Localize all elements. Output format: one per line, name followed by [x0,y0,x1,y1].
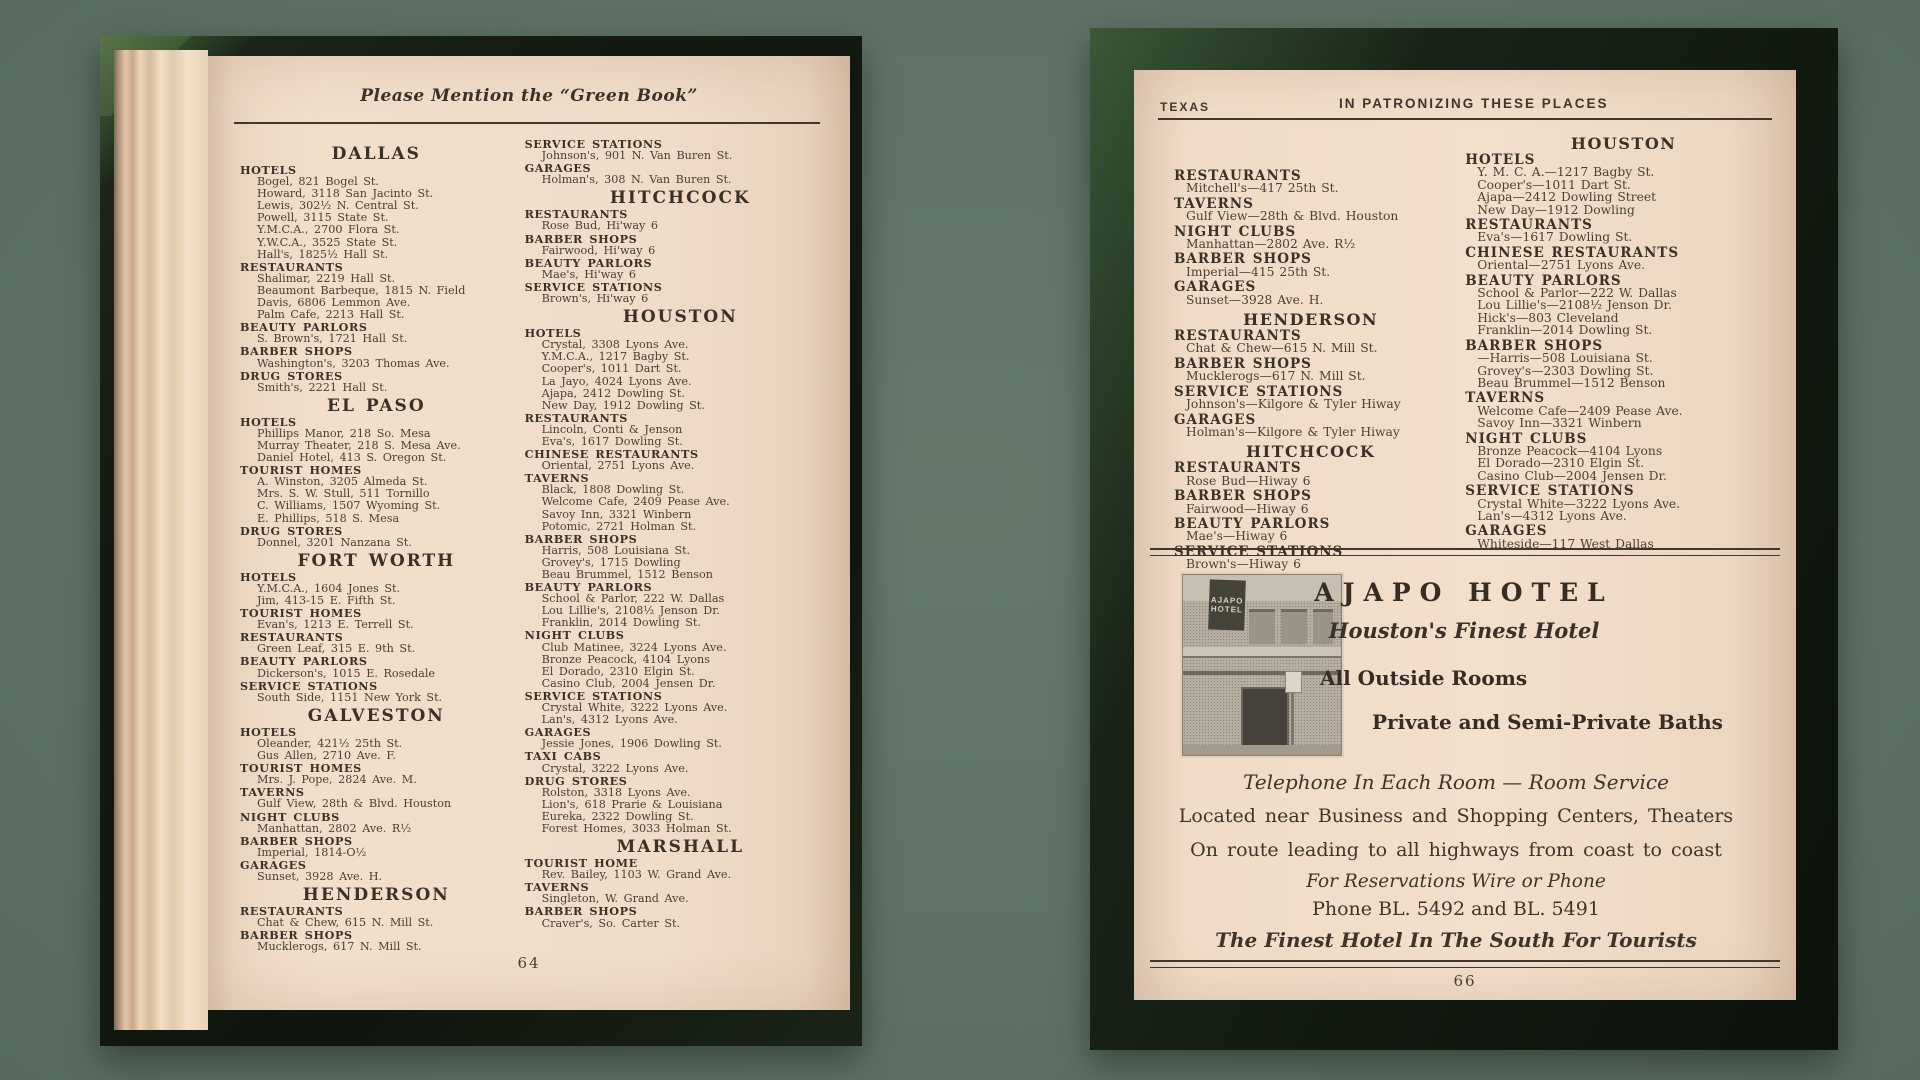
category-heading: BEAUTY PARLORS [1465,272,1622,289]
listing-entry: Washington's, 3203 Thomas Ave. [257,356,450,370]
listings-column [519,134,840,950]
category-heading: BEAUTY PARLORS [524,580,653,595]
listing-entry: Murray Theater, 218 S. Mesa Ave. [257,438,461,452]
listing-entry: Eva's—1617 Dowling St. [1477,230,1633,245]
category-block [525,472,836,532]
footer-rule [1150,960,1780,968]
listing-entry: Lincoln, Conti & Jenson [541,422,683,436]
listing-entry: S. Brown's, 1721 Hall St. [257,332,408,346]
listing-entry: Davis, 6806 Lemmon Ave. [257,296,411,310]
category-heading: BARBER SHOPS [1174,488,1312,505]
listing-entry: —Harris—508 Louisiana St. [1477,351,1653,366]
category-block [240,680,513,704]
listing-entry: Potomic, 2721 Holman St. [541,519,697,533]
category-heading: BARBER SHOPS [240,833,353,848]
listing-entry: Chat & Chew—615 N. Mill St. [1186,341,1378,356]
storefront-door [1241,687,1289,751]
listing-entry: Chat & Chew, 615 N. Mill St. [257,916,434,930]
listing-entry: Oriental—2751 Lyons Ave. [1477,258,1646,273]
category-heading: DRUG STORES [240,523,343,538]
listing-entry: Gus Allen, 2710 Ave. F. [257,749,396,763]
category-heading: HOTELS [240,163,297,177]
listing-entry: Rose Bud, Hi'way 6 [541,219,659,233]
listing-entry: Whiteside—117 West Dallas [1477,536,1654,551]
category-block [525,257,836,281]
listing-entry: Crystal, 3222 Lyons Ave. [541,761,689,775]
category-heading: GARAGES [524,161,592,176]
category-block [525,208,836,232]
listing-entry: Grovey's—2303 Dowling St. [1477,363,1654,378]
listing-entry: Daniel Hotel, 413 S. Oregon St. [257,451,447,465]
city-heading: EL PASO [326,395,426,416]
category-heading: BEAUTY PARLORS [1174,515,1331,532]
listing-entry: Mitchell's—417 25th St. [1186,181,1339,196]
category-heading: TOURIST HOMES [240,606,362,621]
city-heading: FORT WORTH [297,550,456,571]
category-block [240,835,513,859]
listing-entry: Lewis, 302½ N. Central St. [257,199,419,213]
listings-column [1148,124,1453,572]
listing-entry: La Jayo, 4024 Lyons Ave. [541,374,692,388]
category-heading: TAVERNS [524,471,590,486]
page-64 [208,56,850,1010]
category-heading: RESTAURANTS [240,630,344,645]
category-heading: TOURIST HOMES [240,463,362,478]
listing-entry: Grovey's, 1715 Dowling [541,555,681,569]
listing-entry: Powell, 3115 State St. [257,211,389,225]
ad-subtitle: Houston's Finest Hotel [1328,618,1600,643]
category-heading: GARAGES [1174,411,1257,428]
category-block [240,859,513,883]
listing-entry: Mrs. J. Pope, 2824 Ave. M. [257,773,417,787]
category-block [525,726,836,750]
category-block [1174,330,1447,355]
category-block [240,811,513,835]
category-block [525,327,836,412]
listing-entry: Johnson's—Kilgore & Tyler Hiway [1186,397,1401,412]
listings-column [222,134,519,954]
listings-page-66 [1148,124,1784,572]
listing-entry: Y.M.C.A., 2700 Flora St. [257,223,400,237]
category-block [1174,490,1447,515]
listing-entry: Cooper's, 1011 Dart St. [541,362,682,376]
state-label: TEXAS [1160,100,1211,114]
category-block [1174,223,1447,252]
category-heading: NIGHT CLUBS [1465,430,1588,447]
listing-entry: Hick's—803 Cleveland [1477,310,1619,325]
category-heading: HOTELS [240,569,297,584]
category-block [1174,195,1447,224]
listing-entry: Imperial—415 25th St. [1186,264,1331,279]
header-rule [1158,118,1772,120]
listing-entry: Mrs. S. W. Stull, 511 Tornillo [257,487,430,501]
category-block [525,581,836,629]
listing-entry: Casino Club, 2004 Jensen Dr. [541,676,716,690]
category-heading: BARBER SHOPS [240,344,353,359]
ad-feature-1: All Outside Rooms [1320,666,1528,690]
category-heading: GARAGES [240,857,307,872]
listings-column [1453,124,1784,551]
category-heading: RESTAURANTS [240,904,344,919]
category-heading: HOTELS [524,326,582,341]
listing-entry: Craver's, So. Carter St. [541,916,681,930]
category-block [525,138,836,162]
category-block [1174,253,1447,278]
listing-entry: Oriental, 2751 Lyons Ave. [541,459,695,473]
listing-entry: Howard, 3118 San Jacinto St. [257,187,434,201]
category-heading: HOTELS [1465,152,1536,168]
small-sign [1285,671,1302,693]
listing-entry: Phillips Manor, 218 So. Mesa [257,426,431,440]
listing-entry: Mae's—Hiway 6 [1186,529,1288,544]
listing-entry: Holman's, 308 N. Van Buren St. [541,173,732,187]
category-heading: TAVERNS [1465,390,1546,407]
listing-entry: Franklin, 2014 Dowling St. [541,616,701,630]
category-block [1174,515,1447,544]
category-heading: BEAUTY PARLORS [240,320,368,335]
listing-entry: Palm Cafe, 2213 Hall St. [257,308,405,322]
category-heading: RESTAURANTS [1174,328,1302,345]
category-heading: HOTELS [240,414,297,429]
category-heading: TOURIST HOMES [240,761,362,776]
listing-entry: Sunset, 3928 Ave. H. [257,869,383,883]
category-heading: SERVICE STATIONS [1465,483,1635,500]
listing-entry: Gulf View, 28th & Blvd. Houston [257,797,452,811]
category-block [1174,383,1447,412]
page-number: 64 [517,954,541,972]
category-block [1174,411,1447,439]
listing-entry: Rose Bud—Hiway 6 [1186,473,1311,488]
category-heading: BARBER SHOPS [1465,337,1604,354]
listing-entry: C. Williams, 1507 Wyoming St. [257,499,441,513]
category-block [525,412,836,448]
listing-entry: New Day—1912 Dowling [1477,202,1635,217]
category-heading: SERVICE STATIONS [240,678,378,693]
listing-entry: Lion's, 618 Prarie & Louisiana [541,797,723,811]
listing-entry: Franklin—2014 Dowling St. [1477,323,1653,338]
listing-entry: Lan's, 4312 Lyons Ave. [541,713,678,727]
category-heading: CHINESE RESTAURANTS [524,447,699,462]
listing-entry: Y.M.C.A., 1217 Bagby St. [541,350,690,364]
category-block [1465,244,1782,273]
listing-entry: E. Phillips, 518 S. Mesa [257,511,400,525]
category-heading: SERVICE STATIONS [1174,383,1344,400]
category-heading: NIGHT CLUBS [240,809,340,824]
category-heading: GARAGES [1174,279,1257,296]
category-heading: BARBER SHOPS [524,904,638,919]
category-heading: RESTAURANTS [1465,217,1593,234]
listing-entry: Holman's—Kilgore & Tyler Hiway [1186,424,1400,439]
listing-entry: Mucklerogs, 617 N. Mill St. [257,940,422,954]
category-block [1174,170,1447,195]
category-heading: BEAUTY PARLORS [524,255,653,270]
category-heading: BARBER SHOPS [1174,355,1312,372]
listing-entry: Evan's, 1213 E. Terrell St. [257,618,414,632]
listing-entry: Lou Lillie's—2108½ Jenson Dr. [1477,298,1672,313]
category-heading: SERVICE STATIONS [524,688,663,703]
category-block [1465,485,1782,522]
listing-entry: Y.W.C.A., 3525 State St. [257,235,398,249]
ad-line-phone: Phone BL. 5492 and BL. 5491 [1312,898,1600,920]
page-66 [1134,70,1796,1000]
book-left-cover [100,36,862,1046]
ad-tagline: The Finest Hotel In The South For Tourists [1215,928,1697,952]
category-block [525,233,836,257]
hotel-sign-text: AJAPO [1210,595,1244,606]
listing-entry: Club Matinee, 3224 Lyons Ave. [541,640,727,654]
hotel-sign [1208,579,1246,630]
listing-entry: Jim, 413-15 E. Fifth St. [257,594,396,607]
listing-entry: New Day, 1912 Dowling St. [541,398,705,412]
category-heading: BARBER SHOPS [524,231,638,246]
category-block [1465,430,1782,483]
category-block [240,762,513,786]
listing-entry: Y. M. C. A.—1217 Bagby St. [1477,165,1655,180]
category-block [240,786,513,810]
listing-entry: Brown's, Hi'way 6 [541,292,649,306]
category-block [240,370,513,394]
listing-entry: Hall's, 1825½ Hall St. [257,247,389,261]
category-block [525,905,836,929]
ad-line-located: Located near Business and Shopping Centers, Theaters [1178,805,1734,827]
listing-entry: Savoy Inn—3321 Winbern [1477,416,1642,431]
category-block [1174,355,1447,384]
listing-entry: Savoy Inn, 3321 Winbern [541,507,692,521]
page-number: 66 [1453,972,1477,990]
category-heading: TAVERNS [1174,195,1254,212]
category-block [525,162,836,186]
listing-entry: Beau Brummel—1512 Benson [1477,375,1666,390]
listing-entry: Donnel, 3201 Nanzana St. [257,535,412,549]
listing-entry: Welcome Cafe, 2409 Pease Ave. [541,495,730,509]
listing-entry: Bronze Peacock—4104 Lyons [1477,443,1663,458]
category-heading: SERVICE STATIONS [524,137,663,151]
listing-entry: A. Winston, 3205 Almeda St. [257,475,428,489]
listing-entry: Oleander, 421½ 25th St. [257,736,403,750]
category-block [1174,462,1447,487]
listing-entry: Forest Homes, 3033 Holman St. [541,821,732,835]
city-heading: GALVESTON [307,705,445,726]
category-block [1465,272,1782,338]
category-block [525,629,836,689]
running-header: IN PATRONIZING THESE PLACES [1339,96,1609,111]
listing-entry: Singleton, W. Grand Ave. [541,892,689,906]
listing-entry: South Side, 1151 New York St. [257,690,443,704]
page-edge-stack [114,50,208,1030]
listing-entry: Ajapa, 2412 Dowling St. [541,386,685,400]
category-block [525,881,836,905]
listing-entry: Rev. Bailey, 1103 W. Grand Ave. [541,868,732,882]
category-block [240,261,513,321]
city-heading: MARSHALL [616,837,745,858]
category-block [525,775,836,835]
category-heading: BEAUTY PARLORS [240,654,368,669]
listing-entry: Jessie Jones, 1906 Dowling St. [541,737,722,751]
listing-entry: Cooper's—1011 Dart St. [1477,177,1631,192]
listing-entry: Imperial, 1814-O½ [257,845,367,859]
listing-entry: Harris, 508 Louisiana St. [541,543,691,557]
listing-entry: Lou Lillie's, 2108½ Jenson Dr. [541,604,720,618]
listing-entry: Y.M.C.A., 1604 Jones St. [257,581,401,595]
category-heading: HOTELS [240,724,297,739]
category-block [240,726,513,762]
category-block [240,571,513,607]
listing-entry: Mucklerogs—617 N. Mill St. [1186,369,1366,384]
category-block [240,655,513,679]
listing-entry: School & Parlor, 222 W. Dallas [541,592,725,606]
listing-entry: Rolston, 3318 Lyons Ave. [541,785,691,799]
city-heading: HOUSTON [1570,134,1677,153]
ad-line-telephone: Telephone In Each Room — Room Service [1243,770,1669,794]
listing-entry: Gulf View—28th & Blvd. Houston [1186,209,1399,224]
category-block [1465,392,1782,429]
category-heading: GARAGES [1465,523,1548,540]
category-block [525,857,836,881]
category-block [240,321,513,345]
listing-entry: Crystal, 3308 Lyons Ave. [541,338,689,352]
category-block [525,448,836,472]
listing-entry: Black, 1808 Dowling St. [541,483,685,497]
category-block [240,929,513,953]
listing-entry: Beau Brummel, 1512 Benson [541,568,713,581]
listing-entry: Sunset—3928 Ave. H. [1186,292,1324,307]
category-block [1465,525,1782,550]
ad-line-reservations: For Reservations Wire or Phone [1306,871,1606,892]
category-heading: RESTAURANTS [1174,168,1302,184]
category-block [240,525,513,549]
listing-entry: El Dorado, 2310 Elgin St. [541,664,695,678]
category-block [1465,154,1782,216]
category-heading: GARAGES [524,725,592,740]
hotel-sign-text: HOTEL [1210,604,1244,615]
listing-entry: Shalimar, 2219 Hall St. [257,271,396,285]
listing-entry: Beaumont Barbeque, 1815 N. Field [257,283,466,297]
category-heading: RESTAURANTS [240,259,344,274]
listing-entry: Johnson's, 901 N. Van Buren St. [541,149,733,163]
category-heading: BARBER SHOPS [240,928,353,943]
listing-entry: Crystal White—3222 Lyons Ave. [1477,496,1681,511]
city-heading: HOUSTON [622,307,738,328]
sidewalk [1183,745,1341,755]
listings-page-64 [222,134,840,954]
category-heading: BARBER SHOPS [524,531,638,546]
listing-entry: Green Leaf, 315 E. 9th St. [257,642,416,656]
category-block [240,164,513,261]
awning-line [1183,671,1341,675]
category-block [240,905,513,929]
city-heading: HENDERSON [1243,310,1379,330]
listing-entry: Bronze Peacock, 4104 Lyons [541,652,710,666]
ad-feature-2: Private and Semi-Private Baths [1372,710,1723,734]
listing-entry: Smith's, 2221 Hall St. [257,380,388,394]
category-block [1465,219,1782,244]
ad-title: AJAPO HOTEL [1314,578,1614,607]
category-heading: BARBER SHOPS [1174,251,1312,268]
category-heading: SERVICE STATIONS [1174,543,1344,560]
category-heading: DRUG STORES [240,368,343,383]
floor-ledge [1183,647,1341,658]
listing-entry: Fairwood, Hi'way 6 [541,243,656,257]
running-header: Please Mention the “Green Book” [360,86,698,106]
listing-entry: Manhattan, 2802 Ave. R½ [257,821,412,835]
listing-entry: Fairwood—Hiway 6 [1186,501,1309,516]
category-block [240,416,513,464]
category-block [240,607,513,631]
listing-entry: Dickerson's, 1015 E. Rosedale [257,666,436,680]
listing-entry: Mae's, Hi'way 6 [541,267,636,281]
city-heading: DALLAS [331,144,421,164]
category-block [525,281,836,305]
city-heading: HITCHCOCK [1246,442,1376,462]
header-rule [234,122,820,124]
category-heading: TAVERNS [524,880,590,895]
category-block [1465,337,1782,390]
listing-entry: Eva's, 1617 Dowling St. [541,434,683,448]
category-heading: RESTAURANTS [524,207,628,222]
category-block [525,750,836,774]
category-heading: RESTAURANTS [1174,460,1302,477]
listing-entry: Welcome Cafe—2409 Pease Ave. [1477,403,1683,418]
city-heading: HENDERSON [302,885,450,906]
listing-entry: School & Parlor—222 W. Dallas [1477,286,1677,301]
category-heading: RESTAURANTS [524,410,628,425]
category-block [240,631,513,655]
category-heading: TOURIST HOME [524,856,638,871]
category-block [525,690,836,726]
listing-entry: El Dorado—2310 Elgin St. [1477,456,1645,471]
window [1249,609,1275,644]
listing-entry: Brown's—Hiway 6 [1186,557,1301,572]
category-heading: TAXI CABS [524,749,602,764]
category-block [240,464,513,524]
listing-entry: Lan's—4312 Lyons Ave. [1477,508,1627,523]
city-heading: HITCHCOCK [609,188,751,209]
category-heading: DRUG STORES [524,773,628,788]
listing-entry: Manhattan—2802 Ave. R½ [1186,237,1356,252]
listing-entry: Eureka, 2322 Dowling St. [541,809,694,823]
listing-entry: Crystal White, 3222 Lyons Ave. [541,701,728,715]
category-block [525,533,836,581]
category-block [240,345,513,369]
category-heading: TAVERNS [240,785,305,800]
listing-entry: Bogel, 821 Bogel St. [257,175,379,189]
ad-line-route: On route leading to all highways from coast to coast [1190,839,1722,861]
listing-entry: Casino Club—2004 Jensen Dr. [1477,468,1667,483]
listing-entry: Ajapa—2412 Dowling Street [1477,190,1657,205]
category-heading: NIGHT CLUBS [524,628,625,643]
category-block [1174,281,1447,306]
category-heading: SERVICE STATIONS [524,279,663,294]
category-heading: CHINESE RESTAURANTS [1465,244,1680,261]
category-heading: NIGHT CLUBS [1174,223,1297,240]
book-right-cover [1090,28,1838,1050]
